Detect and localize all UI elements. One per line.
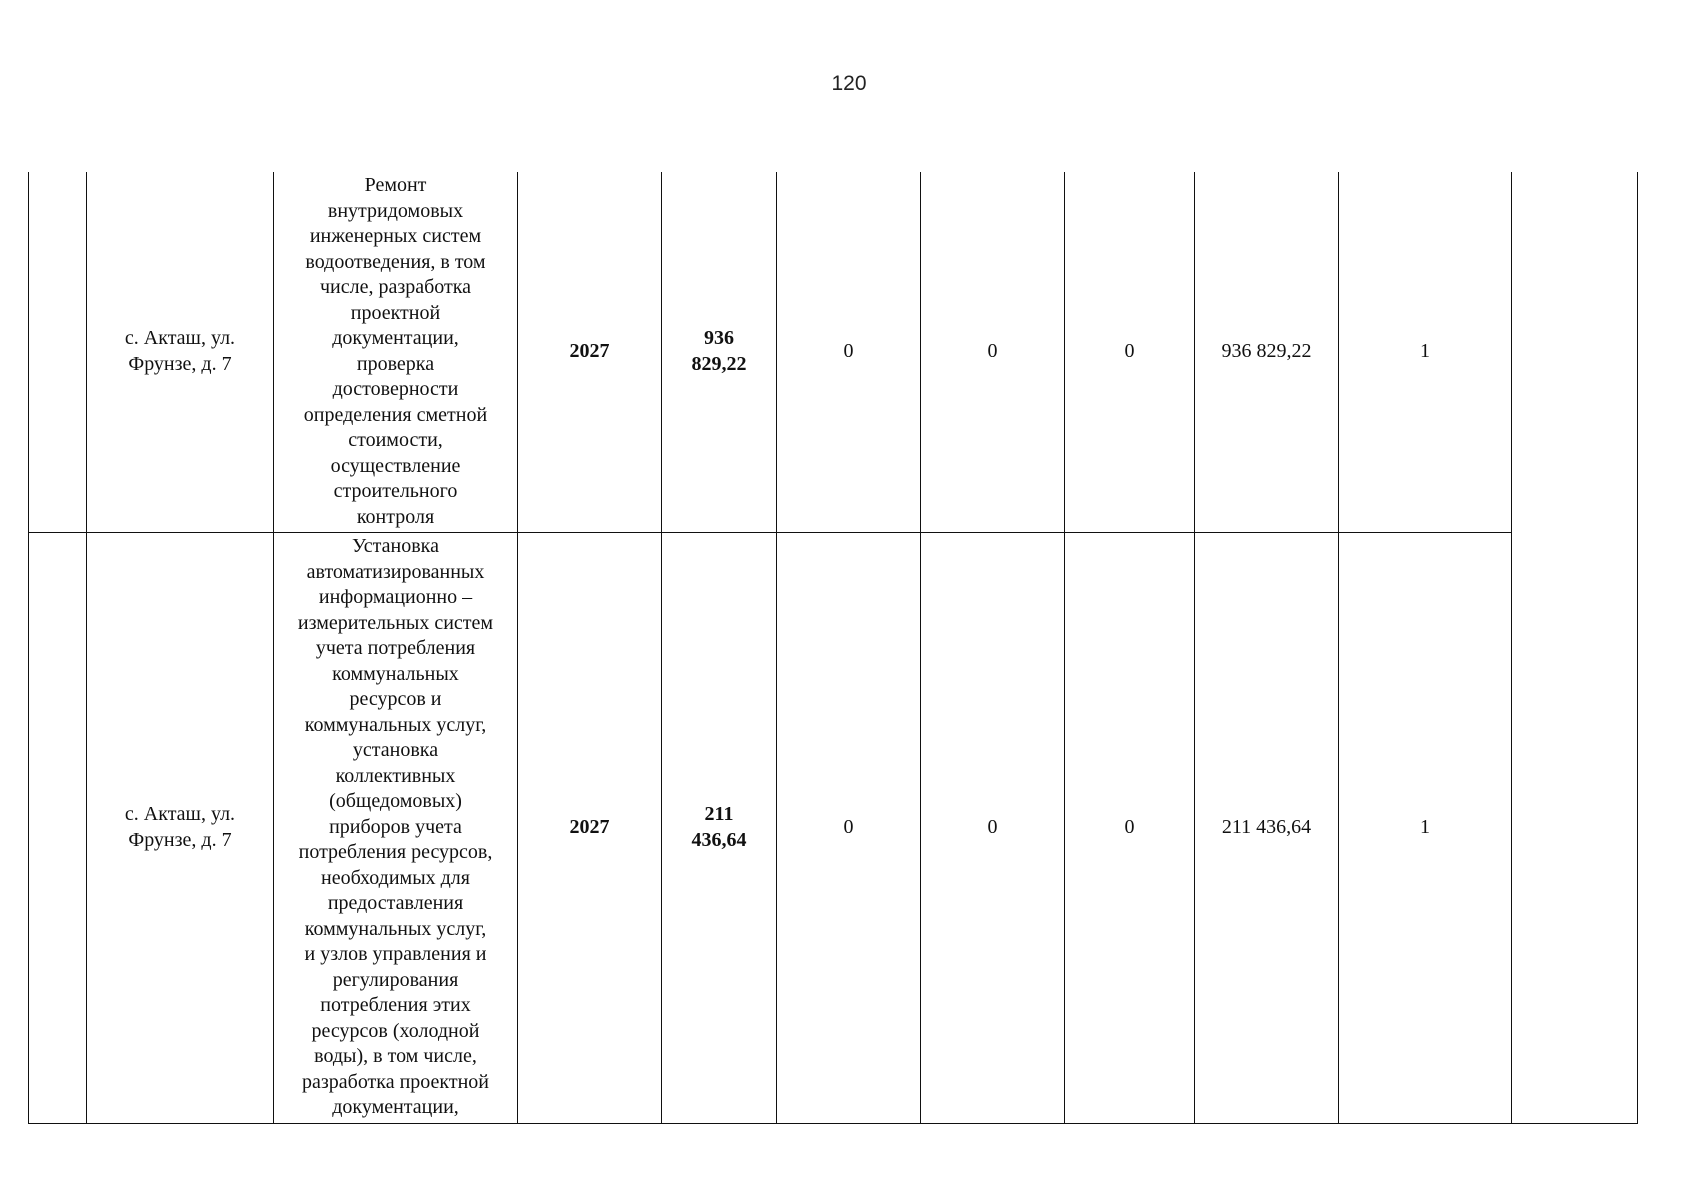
table-row — [29, 172, 1638, 532]
page-number: 120 — [831, 72, 867, 95]
quantity-cell: 1 — [1339, 172, 1512, 532]
fund-cell: 0 — [777, 172, 921, 532]
fund-cell: 0 — [921, 532, 1065, 1123]
work-type-cell: Установка автоматизированных информационно – измерительных систем учета потребления коммунальных ресурсов и коммунальных услуг, установка коллективных (общедомовых) приборов учета потребления ресурсов, необходимых для предоставления коммунальных услуг, и узлов управления и регулирования потребления этих ресурсов (холодной воды), в том числе, разработка проектной документации, — [274, 532, 518, 1123]
fund-cell: 0 — [1065, 532, 1195, 1123]
table-row — [29, 532, 1638, 1123]
address-cell: с. Акташ, ул. Фрунзе, д. 7 — [87, 172, 274, 532]
owners-funds-cell: 211 436,64 — [1195, 532, 1339, 1123]
works-table — [28, 172, 1638, 1124]
year-cell: 2027 — [518, 172, 662, 532]
row-number-cell — [29, 532, 87, 1123]
address-cell: с. Акташ, ул. Фрунзе, д. 7 — [87, 532, 274, 1123]
total-cost-cell: 936 829,22 — [662, 172, 777, 532]
fund-cell: 0 — [921, 172, 1065, 532]
fund-cell: 0 — [1065, 172, 1195, 532]
total-cost-cell: 211 436,64 — [662, 532, 777, 1123]
work-type-cell: Ремонт внутридомовых инженерных систем водоотведения, в том числе, разработка проектной документации, проверка достоверности определения сметной стоимости, осуществление строительного контроля — [274, 172, 518, 532]
row-number-cell — [29, 172, 87, 532]
quantity-cell: 1 — [1339, 532, 1512, 1123]
year-cell: 2027 — [518, 532, 662, 1123]
merged-last-cell — [1512, 172, 1638, 1123]
owners-funds-cell: 936 829,22 — [1195, 172, 1339, 532]
fund-cell: 0 — [777, 532, 921, 1123]
